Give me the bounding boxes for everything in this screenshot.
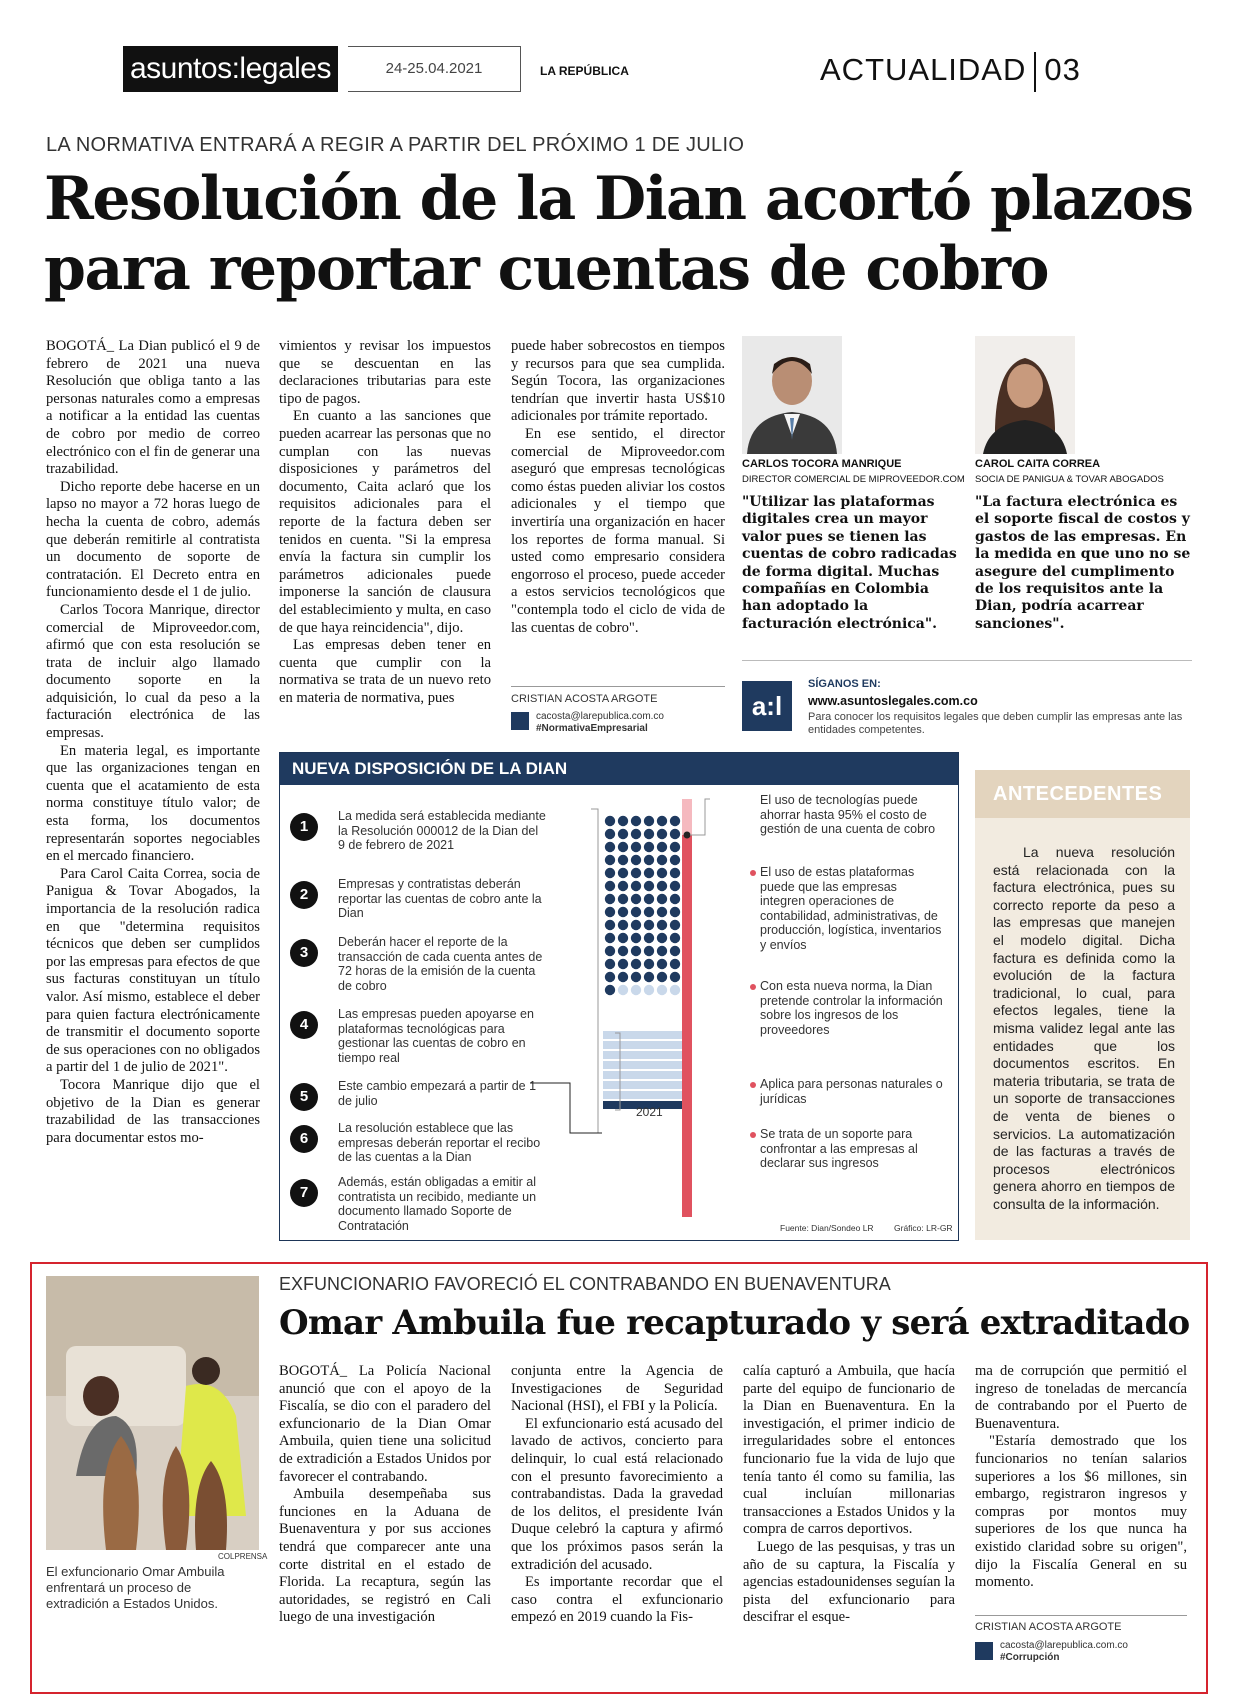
bullet-dot [750, 870, 756, 876]
divider [742, 660, 1192, 661]
matrix-dot [644, 868, 654, 878]
matrix-dot [631, 920, 641, 930]
matrix-dot [670, 855, 680, 865]
matrix-dot [605, 933, 615, 943]
article-column-1 [279, 1363, 491, 1627]
matrix-dot [605, 959, 615, 969]
matrix-dot [618, 855, 628, 865]
follow-label: SÍGANOS EN: [808, 678, 881, 690]
portrait-photo [742, 336, 842, 454]
matrix-dot [657, 972, 667, 982]
edition-date: 24-25.04.2021 [348, 46, 521, 92]
paragraph: vimientos y revisar los impuestos que se descuentan en las declaraciones tributarias para este tipo de pagos. [279, 338, 491, 407]
sidebar-title: ANTECEDENTES [975, 770, 1190, 818]
matrix-dot [644, 855, 654, 865]
photo-credit: COLPRENSA [218, 1552, 268, 1561]
step-number: 4 [290, 1011, 318, 1039]
sidebar-antecedentes [975, 770, 1190, 1240]
matrix-dot [605, 972, 615, 982]
step-text: Además, están obligadas a emitir al contratista un recibido, mediante un documento llamado Soporte de Contratación [338, 1175, 537, 1233]
paragraph: BOGOTÁ_ La Policía Nacional anunció que con el apoyo de la Fiscalía, se dio con el paradero del exfuncionario de la Dian Omar Ambuila, quien tiene una solicitud de extradición a Estados Unidos por favorecer el contrabando. [279, 1363, 491, 1485]
savings-bar-top [682, 799, 692, 835]
article-kicker: EXFUNCIONARIO FAVORECIÓ EL CONTRABANDO EN BUENAVENTURA [279, 1274, 891, 1294]
matrix-dot [644, 959, 654, 969]
matrix-dot [618, 894, 628, 904]
paragraph: Tocora Manrique dijo que el objetivo de la Dian es generar trazabilidad de las transacciones para documentar estos mo- [46, 1076, 260, 1146]
matrix-dot [670, 985, 680, 995]
matrix-dot [618, 816, 628, 826]
matrix-dot [631, 933, 641, 943]
matrix-dot [657, 985, 667, 995]
paragraph: En materia legal, es importante que las organizaciones tengan en cuenta que el acatamiento de esta norma constituye título valor; de esta forma, los documentos representarán soportes negociables en el mercado financiero. [46, 742, 260, 865]
paragraph: conjunta entre la Agencia de Investigaciones de Seguridad Nacional (HSI), el FBI y la Policía. [511, 1363, 723, 1415]
matrix-dot [670, 907, 680, 917]
matrix-dot [657, 907, 667, 917]
author-contact [1000, 1640, 1128, 1664]
matrix-dot [657, 855, 667, 865]
bracket-line [591, 809, 598, 1133]
note-text: Se trata de un soporte para confrontar a las empresas al declarar sus ingresos [760, 1127, 918, 1170]
matrix-dot [631, 907, 641, 917]
dot-matrix [605, 816, 680, 995]
step-number: 6 [290, 1125, 318, 1153]
step-number: 7 [290, 1179, 318, 1207]
savings-bracket [690, 799, 710, 835]
matrix-dot [605, 855, 615, 865]
paragraph: BOGOTÁ_ La Dian publicó el 9 de febrero de 2021 una nueva Resolución que obliga tanto a las personas naturales como a empresas a notificar a la entidad las cuentas de cobro por medio de correo electrónico con el fin de generar una trazabilidad. [46, 338, 260, 478]
article-column-4 [975, 1363, 1187, 1592]
matrix-dot [670, 829, 680, 839]
sidebar-text: La nueva resolución está relacionada con la factura electrónica, pues su correcto reporte da peso a las empresas que manejen el modelo digital. Dicha factura es definida como la evolución de la factura tradicional, lo cual, para efectos legales, tiene la misma validez legal ante las entidades que los documentos escritos. En materia tributaria, se trata de un soporte de transacciones de venta de bienes o servicios. La automatización de las facturas a través de procesos electrónicos genera ahorro en tiempos de consulta de la información. [993, 844, 1175, 1212]
matrix-dot [631, 894, 641, 904]
pull-quote: "La factura electrónica es el soporte fiscal de costos y gastos de las empresas. En la medida en que uno no se asegure del cumplimento de los requisitos ante la Dian, podría acarrear sanciones". [975, 494, 1191, 632]
quote-author-name: CAROL CAITA CORREA [975, 458, 1101, 470]
matrix-dot [657, 829, 667, 839]
matrix-dot [605, 829, 615, 839]
paragraph: puede haber sobrecostos en tiempos y recursos para que sea cumplida. Según Tocora, las organizaciones tendrían que invertir hasta US$10 adicionales por trámite reportado. [511, 338, 725, 425]
news-photo [46, 1276, 259, 1550]
matrix-dot [657, 946, 667, 956]
matrix-dot [605, 842, 615, 852]
note-text: Aplica para personas naturales o jurídicas [760, 1077, 943, 1106]
calendar-row [603, 1031, 683, 1039]
byline: CRISTIAN ACOSTA ARGOTE [511, 693, 658, 705]
matrix-dot [631, 842, 641, 852]
note-text: El uso de estas plataformas puede que las empresas integren operaciones de contabilidad, administrativas, de producción, logística, inventarios y envíos [760, 865, 942, 952]
matrix-dot [605, 920, 615, 930]
follow-text: Para conocer los requisitos legales que deben cumplir las empresas ante las entidades competentes. [808, 711, 1183, 736]
savings-marker [684, 832, 691, 839]
matrix-dot [657, 881, 667, 891]
step-number: 3 [290, 939, 318, 967]
headline-line-1: Resolución de la Dian acortó plazos [44, 164, 1193, 234]
matrix-dot [631, 946, 641, 956]
calendar-row [603, 1041, 683, 1049]
section-name: ACTUALIDAD [820, 52, 1027, 88]
matrix-dot [605, 894, 615, 904]
savings-bar-bg [682, 799, 692, 1217]
paragraph: "Estaría demostrado que los funcionarios no tenían salarios superiores a los $6 millones, sin embargo, registraron ingresos y compras por montos muy superiores de los que nunca ha existido claridad sobre su origen", dijo la Fiscalía General en su momento. [975, 1433, 1187, 1591]
author-contact-icon [511, 712, 529, 730]
paragraph: El exfuncionario está acusado del lavado de activos, concierto para delinquir, lo cual está relacionado con el presunto favorecimiento a contrabandistas. Dada la gravedad de los delitos, el presidente Iván Duque celebró la captura y afirmó que los próximos pasos serán la extradición del acusado. [511, 1415, 723, 1573]
paragraph: Es importante recordar que el caso contra el exfuncionario empezó en 2019 cuando la Fis- [511, 1574, 723, 1626]
step-number: 1 [290, 813, 318, 841]
step-text: La resolución establece que las empresas deberán reportar el recibo de las cuentas a la Dian [338, 1121, 541, 1164]
quote-author-role: SOCIA DE PANIGUA & TOVAR ABOGADOS [975, 474, 1164, 485]
graphic-note [760, 979, 945, 1037]
brand-logo: asuntos:legales [123, 46, 338, 92]
matrix-dot [657, 959, 667, 969]
matrix-dot [605, 816, 615, 826]
article-column-2 [511, 1363, 723, 1627]
quote-author-name: CARLOS TOCORA MANRIQUE [742, 458, 902, 470]
headline-line-2: para reportar cuentas de cobro [44, 234, 1049, 304]
matrix-dot [657, 894, 667, 904]
calendar-row [603, 1061, 683, 1069]
paragraph: calía capturó a Ambuila, que hacía parte del equipo de funcionario de la Dian en Buenaventura. En la investigación, el primer indicio de irregularidades sobre el entonces funcionario fue la vida de lujo que tenía tanto él como su familia, las cual incluían millonarias transacciones a Estados Unidos y la compra de carros deportivos. [743, 1363, 955, 1538]
article-headline: Omar Ambuila fue recapturado y será extraditado [279, 1303, 1190, 1343]
graphic-source: Fuente: Dian/Sondeo LR [780, 1223, 874, 1233]
matrix-dot [618, 985, 628, 995]
page-number: 03 [1044, 52, 1081, 88]
paragraph: En cuanto a las sanciones que pueden acarrear las personas que no cumplan con las nuevas disposiciones y parámetros del documento, Caita aclaró que los requisitos adicionales para el reporte de la factura deben ser tenidos en cuenta. "Si la empresa envía la factura sin cumplir los parámetros adicionales puede imponerse la sanción de clausura del establecimiento y multa, en caso de que haya reincidencia", dijo. [279, 408, 491, 636]
pull-quote: "Utilizar las plataformas digitales crea un mayor valor pues se tienen las cuentas de cobro radicadas de forma digital. Muchas compañías en Colombia han adoptado la facturación electrónica". [742, 494, 957, 632]
section-divider [1034, 52, 1036, 92]
calendar-row [603, 1051, 683, 1059]
matrix-dot [644, 972, 654, 982]
matrix-dot [631, 829, 641, 839]
step-text: La medida será establecida mediante la Resolución 000012 de la Dian del 9 de febrero de 2021 [338, 809, 546, 852]
paragraph: Para Carol Caita Correa, socia de Panigua & Tovar Abogados, la importancia de la resolución radica en que "determina requisitos técnicos que deben ser cumplidos por las empresas para efectos de que sus facturas constituyan un título valor. Así mismo, establece el deber para quien factura electrónicamente de transmitir el documento soporte de sus operaciones con no obligados a partir del 1 de julio de 2021". [46, 865, 260, 1076]
step-text: Este cambio empezará a partir de 1 de julio [338, 1079, 537, 1108]
author-email[interactable]: cacosta@larepublica.com.co [536, 711, 664, 722]
year-label: 2021 [636, 1105, 663, 1119]
article-headline [44, 164, 1204, 304]
article-column-3 [743, 1363, 955, 1627]
graphic-note [760, 1127, 945, 1171]
paragraph: Dicho reporte debe hacerse en un lapso no mayor a 72 horas luego de hecha la cuenta de cobro, además que deberán remitirle al contratista un documento de soporte de contratación. El Decreto entra en funcionamiento desde el 1 de julio. [46, 478, 260, 601]
matrix-dot [631, 972, 641, 982]
graphic-note [760, 1077, 945, 1106]
matrix-dot [618, 959, 628, 969]
matrix-dot [644, 842, 654, 852]
matrix-dot [644, 920, 654, 930]
bullet-dot [750, 1082, 756, 1088]
step-number: 2 [290, 881, 318, 909]
matrix-dot [631, 855, 641, 865]
follow-link[interactable]: www.asuntoslegales.com.co [808, 694, 978, 708]
matrix-dot [605, 985, 615, 995]
matrix-dot [618, 946, 628, 956]
matrix-dot [670, 920, 680, 930]
hashtag[interactable]: #NormativaEmpresarial [536, 723, 648, 734]
article-column-3 [511, 338, 725, 637]
calendar-row [603, 1071, 683, 1079]
matrix-dot [670, 894, 680, 904]
paragraph: En ese sentido, el director comercial de Miproveedor.com aseguró que empresas tecnológicas como éstas pueden aliviar los costos adicionales y el tiempo que invertiría una organización en hacer los reportes de forma manual. Si usted como empresario considera engorroso el proceso, puede acceder a estos servicios tecnológicos que "contempla todo el ciclo de vida de las cuentas de cobro". [511, 425, 725, 636]
matrix-dot [670, 959, 680, 969]
bullet-dot [750, 984, 756, 990]
matrix-dot [644, 816, 654, 826]
matrix-dot [670, 816, 680, 826]
graphic-note [760, 865, 945, 952]
step-text: Empresas y contratistas deberán reportar las cuentas de cobro ante la Dian [338, 877, 542, 920]
calendar-stack [603, 1031, 683, 1109]
author-email[interactable]: cacosta@larepublica.com.co [1000, 1640, 1128, 1651]
matrix-dot [618, 907, 628, 917]
hashtag[interactable]: #Corrupción [1000, 1652, 1060, 1663]
graphic-credit: Gráfico: LR-GR [894, 1223, 953, 1233]
matrix-dot [618, 920, 628, 930]
matrix-dot [644, 894, 654, 904]
byline: CRISTIAN ACOSTA ARGOTE [975, 1621, 1122, 1633]
infographic-title: NUEVA DISPOSICIÓN DE LA DIAN [280, 753, 958, 785]
byline-divider [511, 686, 725, 687]
matrix-dot [618, 842, 628, 852]
matrix-dot [605, 868, 615, 878]
matrix-dot [644, 907, 654, 917]
paragraph: Las empresas deben tener en cuenta que cumplir con la normativa se trata de un nuevo reto en materia de normativa, pues [279, 637, 491, 706]
byline-divider [975, 1615, 1187, 1616]
matrix-dot [670, 933, 680, 943]
paragraph: ma de corrupción que permitió el ingreso de toneladas de mercancía de contrabando por el Puerto de Buenaventura. [975, 1363, 1187, 1432]
matrix-dot [670, 946, 680, 956]
matrix-dot [618, 868, 628, 878]
author-contact [536, 711, 664, 735]
paragraph: Ambuila desempeñaba sus funciones en la Aduana de Buenaventura y por sus acciones tendrá que comparecer ante una corte distrital en el estado de Florida. La recaptura, según las autoridades, se registró en Cali luego de una investigación [279, 1486, 491, 1626]
matrix-dot [631, 816, 641, 826]
matrix-dot [618, 881, 628, 891]
matrix-dot [618, 933, 628, 943]
step-text: Deberán hacer el reporte de la transacción de cada cuenta antes de 72 horas de la emisión de la cuenta de cobro [338, 935, 543, 993]
author-contact-icon [975, 1642, 993, 1660]
article-column-1 [46, 338, 260, 1147]
article-column-2 [279, 338, 491, 707]
newspaper-name: LA REPÚBLICA [540, 64, 629, 78]
matrix-dot [670, 881, 680, 891]
calendar-row [603, 1081, 683, 1089]
matrix-dot [644, 946, 654, 956]
step-number: 5 [290, 1083, 318, 1111]
photo-caption: El exfuncionario Omar Ambuila enfrentará un proceso de extradición a Estados Unidos. [46, 1564, 225, 1611]
matrix-dot [657, 842, 667, 852]
note-text: El uso de tecnologías puede ahorrar hasta 95% el costo de gestión de una cuenta de cobro [760, 793, 936, 836]
follow-logo: a:l [742, 681, 792, 731]
graphic-note [760, 793, 945, 837]
matrix-dot [670, 868, 680, 878]
bullet-dot [750, 1132, 756, 1138]
section-header [820, 52, 1081, 92]
matrix-dot [670, 842, 680, 852]
matrix-dot [657, 816, 667, 826]
matrix-dot [605, 881, 615, 891]
matrix-dot [644, 985, 654, 995]
article-kicker: LA NORMATIVA ENTRARÁ A REGIR A PARTIR DEL PRÓXIMO 1 DE JULIO [46, 134, 745, 156]
matrix-dot [605, 907, 615, 917]
step-text: Las empresas pueden apoyarse en plataformas tecnológicas para gestionar las cuentas de cobro en tiempo real [338, 1007, 534, 1065]
matrix-dot [631, 959, 641, 969]
matrix-dot [644, 933, 654, 943]
matrix-dot [657, 933, 667, 943]
paragraph: Luego de las pesquisas, y tras un año de su captura, la Fiscalía y agencias estadounidenses seguían la pista del exfuncionario para descifrar el esque- [743, 1538, 955, 1626]
matrix-dot [644, 881, 654, 891]
matrix-dot [631, 868, 641, 878]
matrix-dot [670, 972, 680, 982]
matrix-dot [631, 881, 641, 891]
matrix-dot [644, 829, 654, 839]
matrix-dot [657, 868, 667, 878]
matrix-dot [618, 829, 628, 839]
matrix-dot [618, 972, 628, 982]
infographic [279, 752, 959, 1241]
matrix-dot [605, 946, 615, 956]
matrix-dot [631, 985, 641, 995]
portrait-photo [975, 336, 1075, 454]
quote-author-role: DIRECTOR COMERCIAL DE MIPROVEEDOR.COM [742, 474, 965, 485]
connector-line [530, 1083, 602, 1133]
paragraph: Carlos Tocora Manrique, director comercial de Miproveedor.com, afirmó que con esta resolución se trata de incluir algo llamado documento soporte en la adquisición, lo cual da peso a la facturación electrónica de las empresas. [46, 601, 260, 742]
note-text: Con esta nueva norma, la Dian pretende controlar la información sobre los ingresos de los proveedores [760, 979, 943, 1037]
calendar-row [603, 1091, 683, 1099]
matrix-dot [657, 920, 667, 930]
